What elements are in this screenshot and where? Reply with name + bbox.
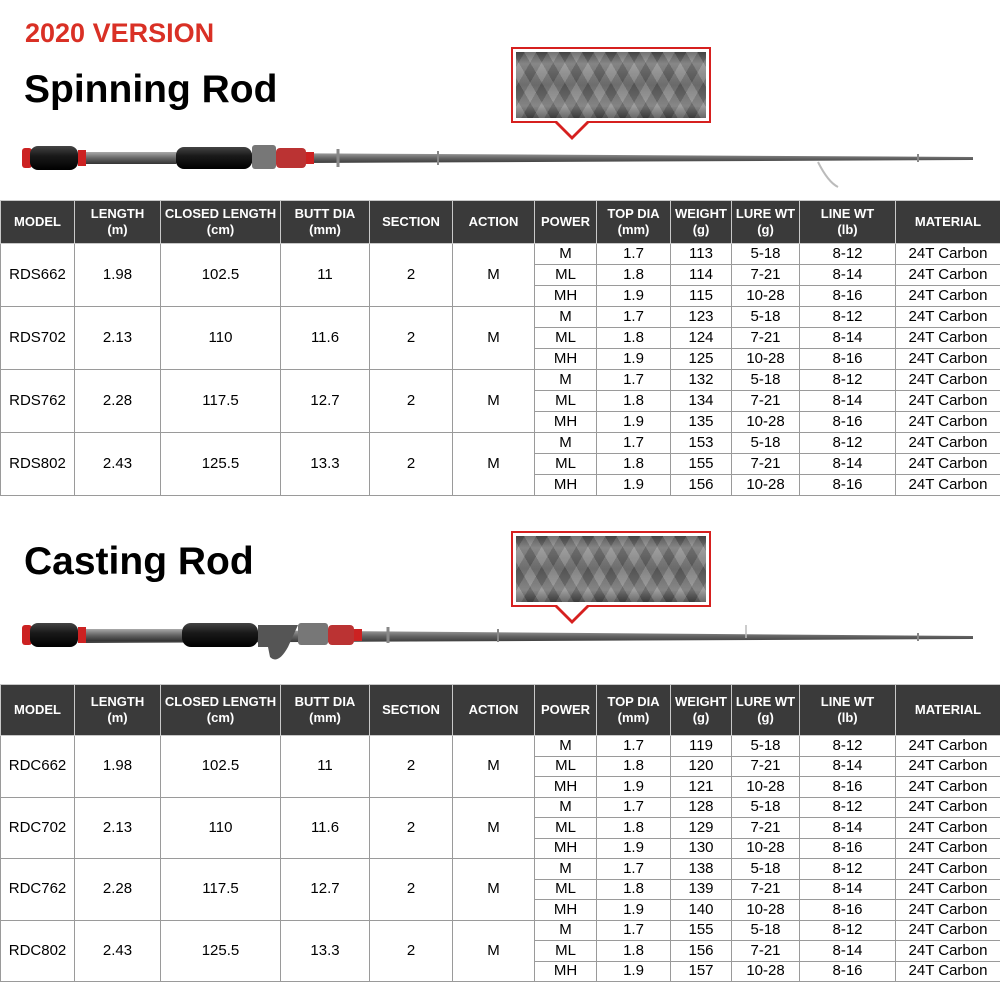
cell-line-wt: 8-16 [800, 838, 896, 859]
cell-power: MH [535, 961, 597, 982]
header-lure-wt: LURE WT (g) [732, 685, 800, 736]
cell-lure-wt: 10-28 [732, 286, 800, 307]
cell-weight: 129 [671, 818, 732, 839]
cell-action: M [453, 859, 535, 921]
cell-section: 2 [370, 736, 453, 798]
cell-weight: 114 [671, 265, 732, 286]
cell-closed: 117.5 [161, 370, 281, 433]
table-header-row [1, 685, 1000, 736]
cell-top-dia: 1.7 [597, 920, 671, 941]
cell-closed: 102.5 [161, 244, 281, 307]
cell-line-wt: 8-12 [800, 797, 896, 818]
cell-material: 24T Carbon [896, 244, 1000, 265]
spinning-spec-table [0, 200, 1000, 496]
header-top-dia: TOP DIA (mm) [597, 685, 671, 736]
cell-top-dia: 1.8 [597, 818, 671, 839]
cell-line-wt: 8-16 [800, 412, 896, 433]
cell-butt: 11 [281, 244, 370, 307]
cell-top-dia: 1.9 [597, 349, 671, 370]
cell-lure-wt: 10-28 [732, 412, 800, 433]
table-row [1, 244, 1000, 265]
version-label: 2020 VERSION [25, 18, 215, 48]
header-material: MATERIAL [896, 685, 1000, 736]
cell-weight: 155 [671, 920, 732, 941]
cell-power: M [535, 736, 597, 757]
table-row [1, 307, 1000, 328]
cell-action: M [453, 307, 535, 370]
cell-line-wt: 8-14 [800, 941, 896, 962]
cell-lure-wt: 7-21 [732, 391, 800, 412]
cell-power: M [535, 433, 597, 454]
cell-weight: 123 [671, 307, 732, 328]
cell-weight: 128 [671, 797, 732, 818]
cell-lure-wt: 5-18 [732, 859, 800, 880]
cell-top-dia: 1.7 [597, 797, 671, 818]
cell-action: M [453, 736, 535, 798]
cell-power: MH [535, 777, 597, 798]
cell-lure-wt: 5-18 [732, 797, 800, 818]
cell-weight: 153 [671, 433, 732, 454]
cell-closed: 102.5 [161, 736, 281, 798]
header-weight: WEIGHT (g) [671, 201, 732, 244]
cell-section: 2 [370, 920, 453, 982]
cell-model: RDC702 [1, 797, 75, 859]
cell-line-wt: 8-14 [800, 328, 896, 349]
cell-model: RDS802 [1, 433, 75, 496]
cell-section: 2 [370, 797, 453, 859]
table-row [1, 433, 1000, 454]
cell-lure-wt: 10-28 [732, 900, 800, 921]
cell-line-wt: 8-16 [800, 961, 896, 982]
cell-power: M [535, 920, 597, 941]
cell-line-wt: 8-12 [800, 307, 896, 328]
header-closed-length: CLOSED LENGTH (cm) [161, 685, 281, 736]
cell-weight: 139 [671, 879, 732, 900]
cell-line-wt: 8-14 [800, 879, 896, 900]
cell-top-dia: 1.8 [597, 941, 671, 962]
cell-top-dia: 1.8 [597, 391, 671, 412]
cell-top-dia: 1.8 [597, 454, 671, 475]
cell-material: 24T Carbon [896, 797, 1000, 818]
cell-material: 24T Carbon [896, 900, 1000, 921]
casting-blank-closeup-image [511, 531, 711, 607]
cell-lure-wt: 7-21 [732, 756, 800, 777]
cell-top-dia: 1.8 [597, 879, 671, 900]
cell-line-wt: 8-14 [800, 454, 896, 475]
header-action: ACTION [453, 201, 535, 244]
header-weight: WEIGHT (g) [671, 685, 732, 736]
cell-line-wt: 8-12 [800, 370, 896, 391]
cell-material: 24T Carbon [896, 838, 1000, 859]
cell-weight: 130 [671, 838, 732, 859]
cell-power: M [535, 859, 597, 880]
cell-weight: 135 [671, 412, 732, 433]
cell-model: RDS762 [1, 370, 75, 433]
table-row [1, 859, 1000, 880]
cell-material: 24T Carbon [896, 859, 1000, 880]
cell-material: 24T Carbon [896, 920, 1000, 941]
cell-line-wt: 8-14 [800, 818, 896, 839]
cell-top-dia: 1.9 [597, 286, 671, 307]
header-section: SECTION [370, 685, 453, 736]
header-butt-dia: BUTT DIA (mm) [281, 201, 370, 244]
cell-line-wt: 8-16 [800, 475, 896, 496]
cell-weight: 156 [671, 475, 732, 496]
cell-action: M [453, 370, 535, 433]
cell-line-wt: 8-16 [800, 900, 896, 921]
cell-butt: 11.6 [281, 797, 370, 859]
cell-material: 24T Carbon [896, 777, 1000, 798]
cell-power: M [535, 370, 597, 391]
cell-material: 24T Carbon [896, 433, 1000, 454]
cell-top-dia: 1.7 [597, 307, 671, 328]
cell-power: ML [535, 941, 597, 962]
cell-power: ML [535, 454, 597, 475]
cell-top-dia: 1.8 [597, 328, 671, 349]
cell-length: 2.13 [75, 307, 161, 370]
cell-material: 24T Carbon [896, 454, 1000, 475]
cell-material: 24T Carbon [896, 370, 1000, 391]
header-lure-wt: LURE WT (g) [732, 201, 800, 244]
cell-lure-wt: 10-28 [732, 475, 800, 496]
cell-lure-wt: 7-21 [732, 454, 800, 475]
cell-top-dia: 1.9 [597, 412, 671, 433]
cell-line-wt: 8-14 [800, 265, 896, 286]
cell-power: ML [535, 391, 597, 412]
cell-top-dia: 1.7 [597, 736, 671, 757]
cell-closed: 110 [161, 307, 281, 370]
cell-action: M [453, 244, 535, 307]
cell-lure-wt: 5-18 [732, 736, 800, 757]
header-top-dia: TOP DIA (mm) [597, 201, 671, 244]
cell-line-wt: 8-12 [800, 736, 896, 757]
cell-material: 24T Carbon [896, 349, 1000, 370]
cell-top-dia: 1.9 [597, 838, 671, 859]
cell-length: 1.98 [75, 244, 161, 307]
cell-power: MH [535, 475, 597, 496]
casting-rod-title: Casting Rod [24, 540, 254, 583]
cell-top-dia: 1.9 [597, 900, 671, 921]
header-action: ACTION [453, 685, 535, 736]
cell-butt: 13.3 [281, 433, 370, 496]
cell-action: M [453, 797, 535, 859]
spinning-blank-closeup-image [511, 47, 711, 123]
spinning-rod-image [18, 130, 980, 190]
cell-butt: 11 [281, 736, 370, 798]
cell-power: MH [535, 349, 597, 370]
cell-section: 2 [370, 370, 453, 433]
cell-lure-wt: 10-28 [732, 349, 800, 370]
header-closed-length: CLOSED LENGTH (cm) [161, 201, 281, 244]
table-header-row [1, 201, 1000, 244]
cell-weight: 121 [671, 777, 732, 798]
cell-line-wt: 8-12 [800, 244, 896, 265]
cell-material: 24T Carbon [896, 328, 1000, 349]
cell-power: ML [535, 879, 597, 900]
cell-material: 24T Carbon [896, 736, 1000, 757]
cell-lure-wt: 7-21 [732, 328, 800, 349]
cell-power: ML [535, 818, 597, 839]
cell-power: MH [535, 838, 597, 859]
cell-top-dia: 1.8 [597, 265, 671, 286]
table-row [1, 370, 1000, 391]
spinning-rod-title: Spinning Rod [24, 68, 278, 111]
cell-power: M [535, 797, 597, 818]
cell-material: 24T Carbon [896, 286, 1000, 307]
header-model: MODEL [1, 685, 75, 736]
cell-closed: 125.5 [161, 920, 281, 982]
cell-model: RDS702 [1, 307, 75, 370]
cell-top-dia: 1.8 [597, 756, 671, 777]
cell-top-dia: 1.7 [597, 859, 671, 880]
cell-power: MH [535, 900, 597, 921]
cell-top-dia: 1.7 [597, 370, 671, 391]
cell-weight: 124 [671, 328, 732, 349]
cell-model: RDC662 [1, 736, 75, 798]
cell-lure-wt: 5-18 [732, 920, 800, 941]
table-row [1, 920, 1000, 941]
casting-rod-image [18, 605, 980, 665]
cell-material: 24T Carbon [896, 879, 1000, 900]
cell-lure-wt: 7-21 [732, 265, 800, 286]
cell-action: M [453, 433, 535, 496]
cell-closed: 110 [161, 797, 281, 859]
header-model: MODEL [1, 201, 75, 244]
cell-line-wt: 8-14 [800, 756, 896, 777]
cell-power: ML [535, 756, 597, 777]
cell-power: MH [535, 286, 597, 307]
cell-weight: 119 [671, 736, 732, 757]
cell-lure-wt: 5-18 [732, 370, 800, 391]
cell-weight: 115 [671, 286, 732, 307]
cell-model: RDC802 [1, 920, 75, 982]
cell-section: 2 [370, 244, 453, 307]
cell-line-wt: 8-12 [800, 859, 896, 880]
cell-top-dia: 1.7 [597, 244, 671, 265]
header-power: POWER [535, 201, 597, 244]
header-butt-dia: BUTT DIA (mm) [281, 685, 370, 736]
cell-lure-wt: 7-21 [732, 818, 800, 839]
header-line-wt: LINE WT (lb) [800, 685, 896, 736]
header-line-wt: LINE WT (lb) [800, 201, 896, 244]
cell-length: 2.43 [75, 920, 161, 982]
cell-length: 1.98 [75, 736, 161, 798]
cell-material: 24T Carbon [896, 307, 1000, 328]
cell-lure-wt: 5-18 [732, 433, 800, 454]
cell-length: 2.13 [75, 797, 161, 859]
cell-model: RDS662 [1, 244, 75, 307]
cell-power: M [535, 244, 597, 265]
cell-weight: 125 [671, 349, 732, 370]
cell-material: 24T Carbon [896, 391, 1000, 412]
cell-top-dia: 1.9 [597, 475, 671, 496]
cell-section: 2 [370, 859, 453, 921]
cell-top-dia: 1.9 [597, 777, 671, 798]
cell-top-dia: 1.7 [597, 433, 671, 454]
table-row [1, 797, 1000, 818]
header-material: MATERIAL [896, 201, 1000, 244]
cell-section: 2 [370, 307, 453, 370]
cell-line-wt: 8-16 [800, 777, 896, 798]
cell-lure-wt: 10-28 [732, 838, 800, 859]
cell-length: 2.28 [75, 370, 161, 433]
header-section: SECTION [370, 201, 453, 244]
cell-weight: 157 [671, 961, 732, 982]
cell-material: 24T Carbon [896, 412, 1000, 433]
cell-length: 2.43 [75, 433, 161, 496]
cell-line-wt: 8-14 [800, 391, 896, 412]
cell-butt: 12.7 [281, 859, 370, 921]
table-row [1, 736, 1000, 757]
cell-lure-wt: 10-28 [732, 961, 800, 982]
cell-weight: 156 [671, 941, 732, 962]
cell-power: ML [535, 328, 597, 349]
cell-weight: 155 [671, 454, 732, 475]
cell-top-dia: 1.9 [597, 961, 671, 982]
cell-material: 24T Carbon [896, 265, 1000, 286]
cell-length: 2.28 [75, 859, 161, 921]
cell-line-wt: 8-16 [800, 349, 896, 370]
cell-lure-wt: 7-21 [732, 941, 800, 962]
cell-power: M [535, 307, 597, 328]
cell-material: 24T Carbon [896, 961, 1000, 982]
cell-weight: 138 [671, 859, 732, 880]
cell-weight: 113 [671, 244, 732, 265]
cell-material: 24T Carbon [896, 818, 1000, 839]
cell-butt: 12.7 [281, 370, 370, 433]
cell-power: MH [535, 412, 597, 433]
cell-butt: 13.3 [281, 920, 370, 982]
header-power: POWER [535, 685, 597, 736]
cell-action: M [453, 920, 535, 982]
header-length: LENGTH (m) [75, 201, 161, 244]
header-length: LENGTH (m) [75, 685, 161, 736]
cell-material: 24T Carbon [896, 941, 1000, 962]
cell-weight: 140 [671, 900, 732, 921]
cell-power: ML [535, 265, 597, 286]
cell-lure-wt: 7-21 [732, 879, 800, 900]
cell-butt: 11.6 [281, 307, 370, 370]
cell-lure-wt: 10-28 [732, 777, 800, 798]
cell-weight: 120 [671, 756, 732, 777]
cell-model: RDC762 [1, 859, 75, 921]
cell-weight: 134 [671, 391, 732, 412]
cell-weight: 132 [671, 370, 732, 391]
cell-line-wt: 8-12 [800, 433, 896, 454]
cell-lure-wt: 5-18 [732, 244, 800, 265]
cell-section: 2 [370, 433, 453, 496]
cell-closed: 125.5 [161, 433, 281, 496]
cell-lure-wt: 5-18 [732, 307, 800, 328]
casting-spec-table [0, 684, 1000, 982]
cell-line-wt: 8-12 [800, 920, 896, 941]
cell-material: 24T Carbon [896, 756, 1000, 777]
cell-line-wt: 8-16 [800, 286, 896, 307]
cell-material: 24T Carbon [896, 475, 1000, 496]
cell-closed: 117.5 [161, 859, 281, 921]
